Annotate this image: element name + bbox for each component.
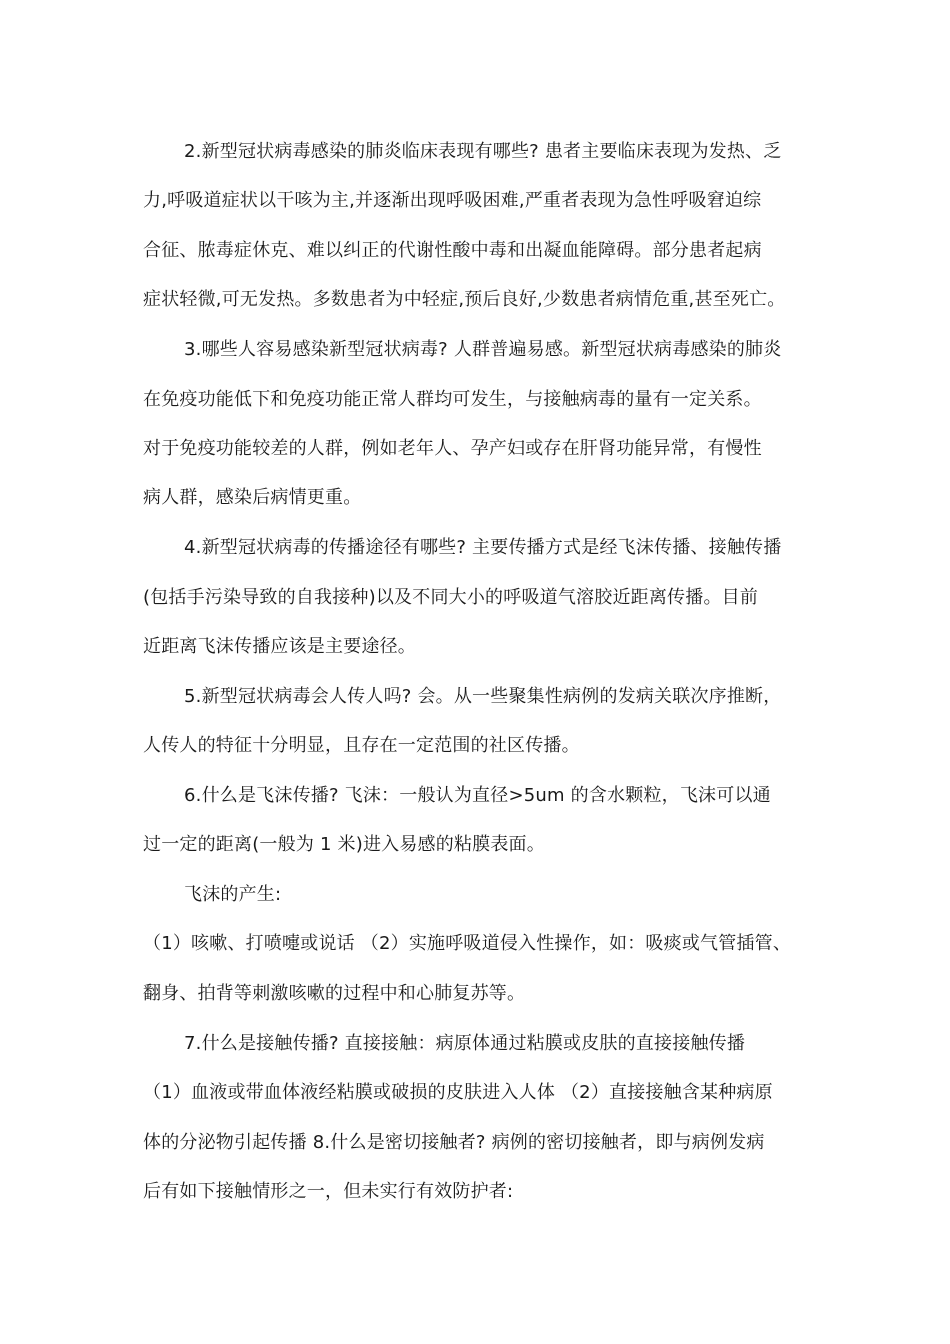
droplet-origin-line-1: （1）咳嗽、打喷嚏或说话 （2）实施呼吸道侵入性操作，如：吸痰或气管插管、 (143, 933, 792, 954)
q5-line-1: 5.新型冠状病毒会人传人吗? 会。从一些聚集性病例的发病关联次序推断， (184, 686, 782, 707)
q2-line-3: 合征、脓毒症休克、难以纠正的代谢性酸中毒和出凝血能障碍。部分患者起病 (143, 240, 762, 261)
q6-line-1: 6.什么是飞沫传播? 飞沫：一般认为直径>5um 的含水颗粒，飞沫可以通 (184, 785, 771, 806)
q4-line-1: 4.新型冠状病毒的传播途径有哪些? 主要传播方式是经飞沫传播、接触传播 (184, 537, 782, 558)
q2-line-4: 症状轻微,可无发热。多数患者为中轻症,预后良好,少数患者病情危重,甚至死亡。 (143, 289, 786, 310)
q2-line-2: 力,呼吸道症状以干咳为主,并逐渐出现呼吸困难,严重者表现为急性呼吸窘迫综 (143, 190, 762, 211)
q6-line-2: 过一定的距离(一般为 1 米)进入易感的粘膜表面。 (143, 834, 545, 855)
droplet-origin-line-2: 翻身、拍背等刺激咳嗽的过程中和心肺复苏等。 (143, 983, 526, 1004)
q3-line-3: 对于免疫功能较差的人群，例如老年人、孕产妇或存在肝肾功能异常，有慢性 (143, 438, 762, 459)
q7-line-2: （1）血液或带血体液经粘膜或破损的皮肤进入人体 （2）直接接触含某种病原 (143, 1082, 773, 1103)
q7-q8-line-3: 体的分泌物引起传播 8.什么是密切接触者? 病例的密切接触者，即与病例发病 (143, 1132, 765, 1153)
q3-line-4: 病人群，感染后病情更重。 (143, 487, 362, 508)
q5-line-2: 人传人的特征十分明显，且存在一定范围的社区传播。 (143, 735, 580, 756)
q3-line-1: 3.哪些人容易感染新型冠状病毒? 人群普遍易感。新型冠状病毒感染的肺炎 (184, 339, 782, 360)
q2-line-1: 2.新型冠状病毒感染的肺炎临床表现有哪些? 患者主要临床表现为发热、乏 (184, 141, 782, 162)
droplet-origin-heading: 飞沫的产生: (184, 884, 282, 905)
q7-line-1: 7.什么是接触传播? 直接接触：病原体通过粘膜或皮肤的直接接触传播 (184, 1033, 746, 1054)
q3-line-2: 在免疫功能低下和免疫功能正常人群均可发生，与接触病毒的量有一定关系。 (143, 389, 762, 410)
q4-line-3: 近距离飞沫传播应该是主要途径。 (143, 636, 416, 657)
q4-line-2: (包括手污染导致的自我接种)以及不同大小的呼吸道气溶胶近距离传播。目前 (143, 587, 759, 608)
q8-line-2: 后有如下接触情形之一，但未实行有效防护者: (143, 1181, 514, 1202)
